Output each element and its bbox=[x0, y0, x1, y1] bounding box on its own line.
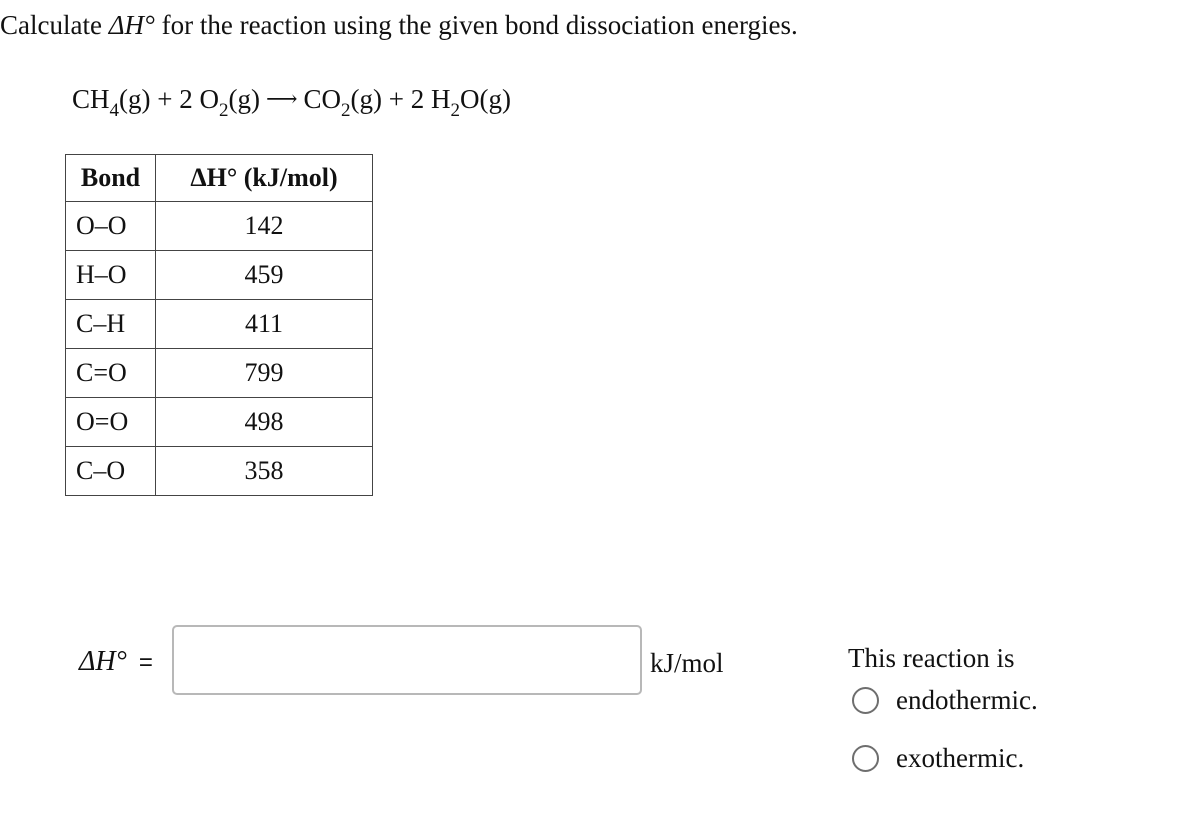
bond-cell: O=O bbox=[66, 398, 156, 447]
eq-subscript: 2 bbox=[218, 100, 229, 121]
reaction-arrow-icon: ⟶ bbox=[265, 86, 298, 111]
energy-cell: 358 bbox=[156, 447, 373, 496]
bond-cell: H–O bbox=[66, 251, 156, 300]
radio-button-icon[interactable] bbox=[852, 687, 879, 714]
energy-cell: 459 bbox=[156, 251, 373, 300]
table-row bbox=[66, 300, 373, 349]
energy-cell: 142 bbox=[156, 202, 373, 251]
enthalpy-answer-input[interactable] bbox=[172, 625, 642, 695]
eq-reactant-2: (g) + 2 O bbox=[119, 84, 219, 114]
table-row bbox=[66, 398, 373, 447]
equals-sign: = bbox=[138, 649, 153, 676]
radio-label-endothermic: endothermic. bbox=[896, 685, 1038, 715]
question-text-before: Calculate bbox=[0, 10, 109, 40]
table-row bbox=[66, 202, 373, 251]
bond-cell: O–O bbox=[66, 202, 156, 251]
eq-subscript: 2 bbox=[341, 100, 351, 121]
unit-label: kJ/mol bbox=[650, 648, 724, 678]
bond-cell: C–H bbox=[66, 300, 156, 349]
question-text bbox=[0, 10, 798, 41]
question-symbol: ΔH° bbox=[108, 10, 155, 40]
question-text-after: for the reaction using the given bond dissociation energies. bbox=[154, 10, 798, 40]
eq-product-1: CO bbox=[303, 84, 342, 114]
eq-subscript: 2 bbox=[450, 100, 460, 121]
energy-cell: 498 bbox=[156, 398, 373, 447]
radio-label-exothermic: exothermic. bbox=[896, 743, 1025, 773]
energy-cell: 411 bbox=[156, 300, 373, 349]
table-header-row bbox=[66, 155, 373, 202]
eq-subscript: 4 bbox=[109, 100, 120, 121]
table-row bbox=[66, 447, 373, 496]
radio-exothermic[interactable] bbox=[852, 743, 1024, 774]
eq-state: (g) bbox=[228, 84, 260, 114]
eq-product-2-rest: O(g) bbox=[460, 84, 511, 114]
table-row bbox=[66, 251, 373, 300]
answer-symbol: ΔH° bbox=[79, 646, 127, 677]
energy-cell: 799 bbox=[156, 349, 373, 398]
bond-energy-table bbox=[65, 154, 373, 496]
chemical-equation bbox=[72, 84, 511, 121]
reaction-type-prompt: This reaction is bbox=[848, 643, 1015, 673]
answer-label bbox=[79, 646, 153, 678]
table-row bbox=[66, 349, 373, 398]
bond-cell: C=O bbox=[66, 349, 156, 398]
radio-endothermic[interactable] bbox=[852, 685, 1038, 716]
header-enthalpy: ΔH° (kJ/mol) bbox=[156, 155, 373, 202]
bond-cell: C–O bbox=[66, 447, 156, 496]
eq-reactant-1: CH bbox=[72, 84, 110, 114]
radio-button-icon[interactable] bbox=[852, 745, 879, 772]
eq-product-2: (g) + 2 H bbox=[350, 84, 451, 114]
header-bond: Bond bbox=[66, 155, 156, 202]
